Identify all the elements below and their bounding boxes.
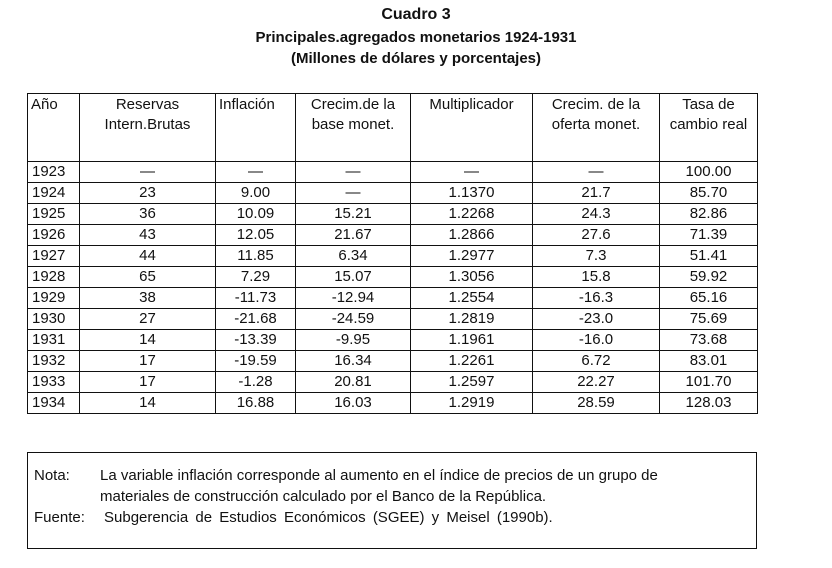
cell-exchange-rate: 128.03 [660,393,758,414]
cell-base-growth: -12.94 [296,288,411,309]
cell-base-growth: — [296,183,411,204]
cell-year: 1931 [28,330,80,351]
cell-multiplier: 1.2554 [411,288,533,309]
table-row [28,288,758,309]
table-row [28,330,758,351]
cell-supply-growth: -16.0 [533,330,660,351]
monetary-aggregates-table [27,93,758,414]
cell-base-growth: 15.21 [296,204,411,225]
cell-supply-growth: 24.3 [533,204,660,225]
table-row [28,309,758,330]
notes-box [27,452,757,549]
cell-reserves: 17 [80,351,216,372]
table-row [28,372,758,393]
cell-exchange-rate: 75.69 [660,309,758,330]
cell-inflation: 12.05 [216,225,296,246]
cell-exchange-rate: 101.70 [660,372,758,393]
source-label: Fuente: [34,509,85,526]
table-body [28,162,758,414]
cell-multiplier: 1.2819 [411,309,533,330]
column-header-year: Año [28,94,80,162]
column-header-exchange-rate: Tasa de cambio real [660,94,758,162]
cell-year: 1930 [28,309,80,330]
cell-supply-growth: 28.59 [533,393,660,414]
cell-multiplier: 1.2597 [411,372,533,393]
cell-reserves: 43 [80,225,216,246]
table-row [28,183,758,204]
cell-year: 1934 [28,393,80,414]
table-header-row [28,94,758,162]
cell-inflation: -11.73 [216,288,296,309]
cell-base-growth: 6.34 [296,246,411,267]
cell-inflation: 9.00 [216,183,296,204]
cell-exchange-rate: 65.16 [660,288,758,309]
cell-year: 1926 [28,225,80,246]
cell-multiplier: 1.3056 [411,267,533,288]
cell-inflation: -21.68 [216,309,296,330]
table-title: Cuadro 3 [381,6,451,23]
cell-year: 1929 [28,288,80,309]
column-header-supply-growth: Crecim. de la oferta monet. [533,94,660,162]
source-text: Subgerencia de Estudios Económicos (SGEE) y Meisel (1990b). [104,509,553,526]
cell-year: 1932 [28,351,80,372]
cell-exchange-rate: 85.70 [660,183,758,204]
column-header-inflation: Inflación [216,94,296,162]
cell-exchange-rate: 51.41 [660,246,758,267]
column-header-multiplier: Multiplicador [411,94,533,162]
cell-inflation: — [216,162,296,183]
cell-multiplier: 1.2261 [411,351,533,372]
cell-supply-growth: 15.8 [533,267,660,288]
table-subtitle: Principales.agregados monetarios 1924-1931 [255,29,577,46]
column-header-base-growth: Crecim.de la base monet. [296,94,411,162]
table-row [28,393,758,414]
cell-multiplier: 1.2919 [411,393,533,414]
cell-inflation: -19.59 [216,351,296,372]
cell-supply-growth: — [533,162,660,183]
cell-multiplier: — [411,162,533,183]
cell-supply-growth: 7.3 [533,246,660,267]
cell-exchange-rate: 59.92 [660,267,758,288]
cell-base-growth: — [296,162,411,183]
cell-multiplier: 1.2977 [411,246,533,267]
cell-reserves: 14 [80,393,216,414]
cell-reserves: 17 [80,372,216,393]
cell-year: 1925 [28,204,80,225]
table-row [28,246,758,267]
cell-multiplier: 1.1961 [411,330,533,351]
cell-exchange-rate: 83.01 [660,351,758,372]
cell-year: 1933 [28,372,80,393]
cell-inflation: -13.39 [216,330,296,351]
cell-inflation: -1.28 [216,372,296,393]
cell-base-growth: 15.07 [296,267,411,288]
cell-exchange-rate: 100.00 [660,162,758,183]
cell-year: 1923 [28,162,80,183]
column-header-reserves: Reservas Intern.Brutas [80,94,216,162]
cell-supply-growth: -23.0 [533,309,660,330]
cell-base-growth: 20.81 [296,372,411,393]
cell-exchange-rate: 73.68 [660,330,758,351]
cell-year: 1928 [28,267,80,288]
cell-supply-growth: 21.7 [533,183,660,204]
cell-reserves: 36 [80,204,216,225]
cell-supply-growth: 22.27 [533,372,660,393]
cell-exchange-rate: 82.86 [660,204,758,225]
table-row [28,162,758,183]
note-text-line2: materiales de construcción calculado por el Banco de la República. [100,488,547,505]
cell-reserves: 44 [80,246,216,267]
cell-supply-growth: 27.6 [533,225,660,246]
cell-supply-growth: -16.3 [533,288,660,309]
cell-reserves: 65 [80,267,216,288]
cell-reserves: 23 [80,183,216,204]
cell-inflation: 16.88 [216,393,296,414]
cell-inflation: 7.29 [216,267,296,288]
cell-supply-growth: 6.72 [533,351,660,372]
cell-reserves: 38 [80,288,216,309]
table-row [28,225,758,246]
cell-inflation: 10.09 [216,204,296,225]
cell-multiplier: 1.1370 [411,183,533,204]
table-row [28,267,758,288]
cell-base-growth: 16.34 [296,351,411,372]
cell-base-growth: 16.03 [296,393,411,414]
cell-reserves: — [80,162,216,183]
cell-multiplier: 1.2866 [411,225,533,246]
table-row [28,351,758,372]
cell-inflation: 11.85 [216,246,296,267]
cell-reserves: 14 [80,330,216,351]
cell-year: 1927 [28,246,80,267]
cell-exchange-rate: 71.39 [660,225,758,246]
note-label: Nota: [34,467,70,484]
table-row [28,204,758,225]
cell-multiplier: 1.2268 [411,204,533,225]
table-units: (Millones de dólares y porcentajes) [290,50,542,67]
note-text-line1: La variable inflación corresponde al aumento en el índice de precios de un grupo de [100,467,658,484]
cell-base-growth: -24.59 [296,309,411,330]
cell-base-growth: -9.95 [296,330,411,351]
cell-year: 1924 [28,183,80,204]
cell-base-growth: 21.67 [296,225,411,246]
cell-reserves: 27 [80,309,216,330]
